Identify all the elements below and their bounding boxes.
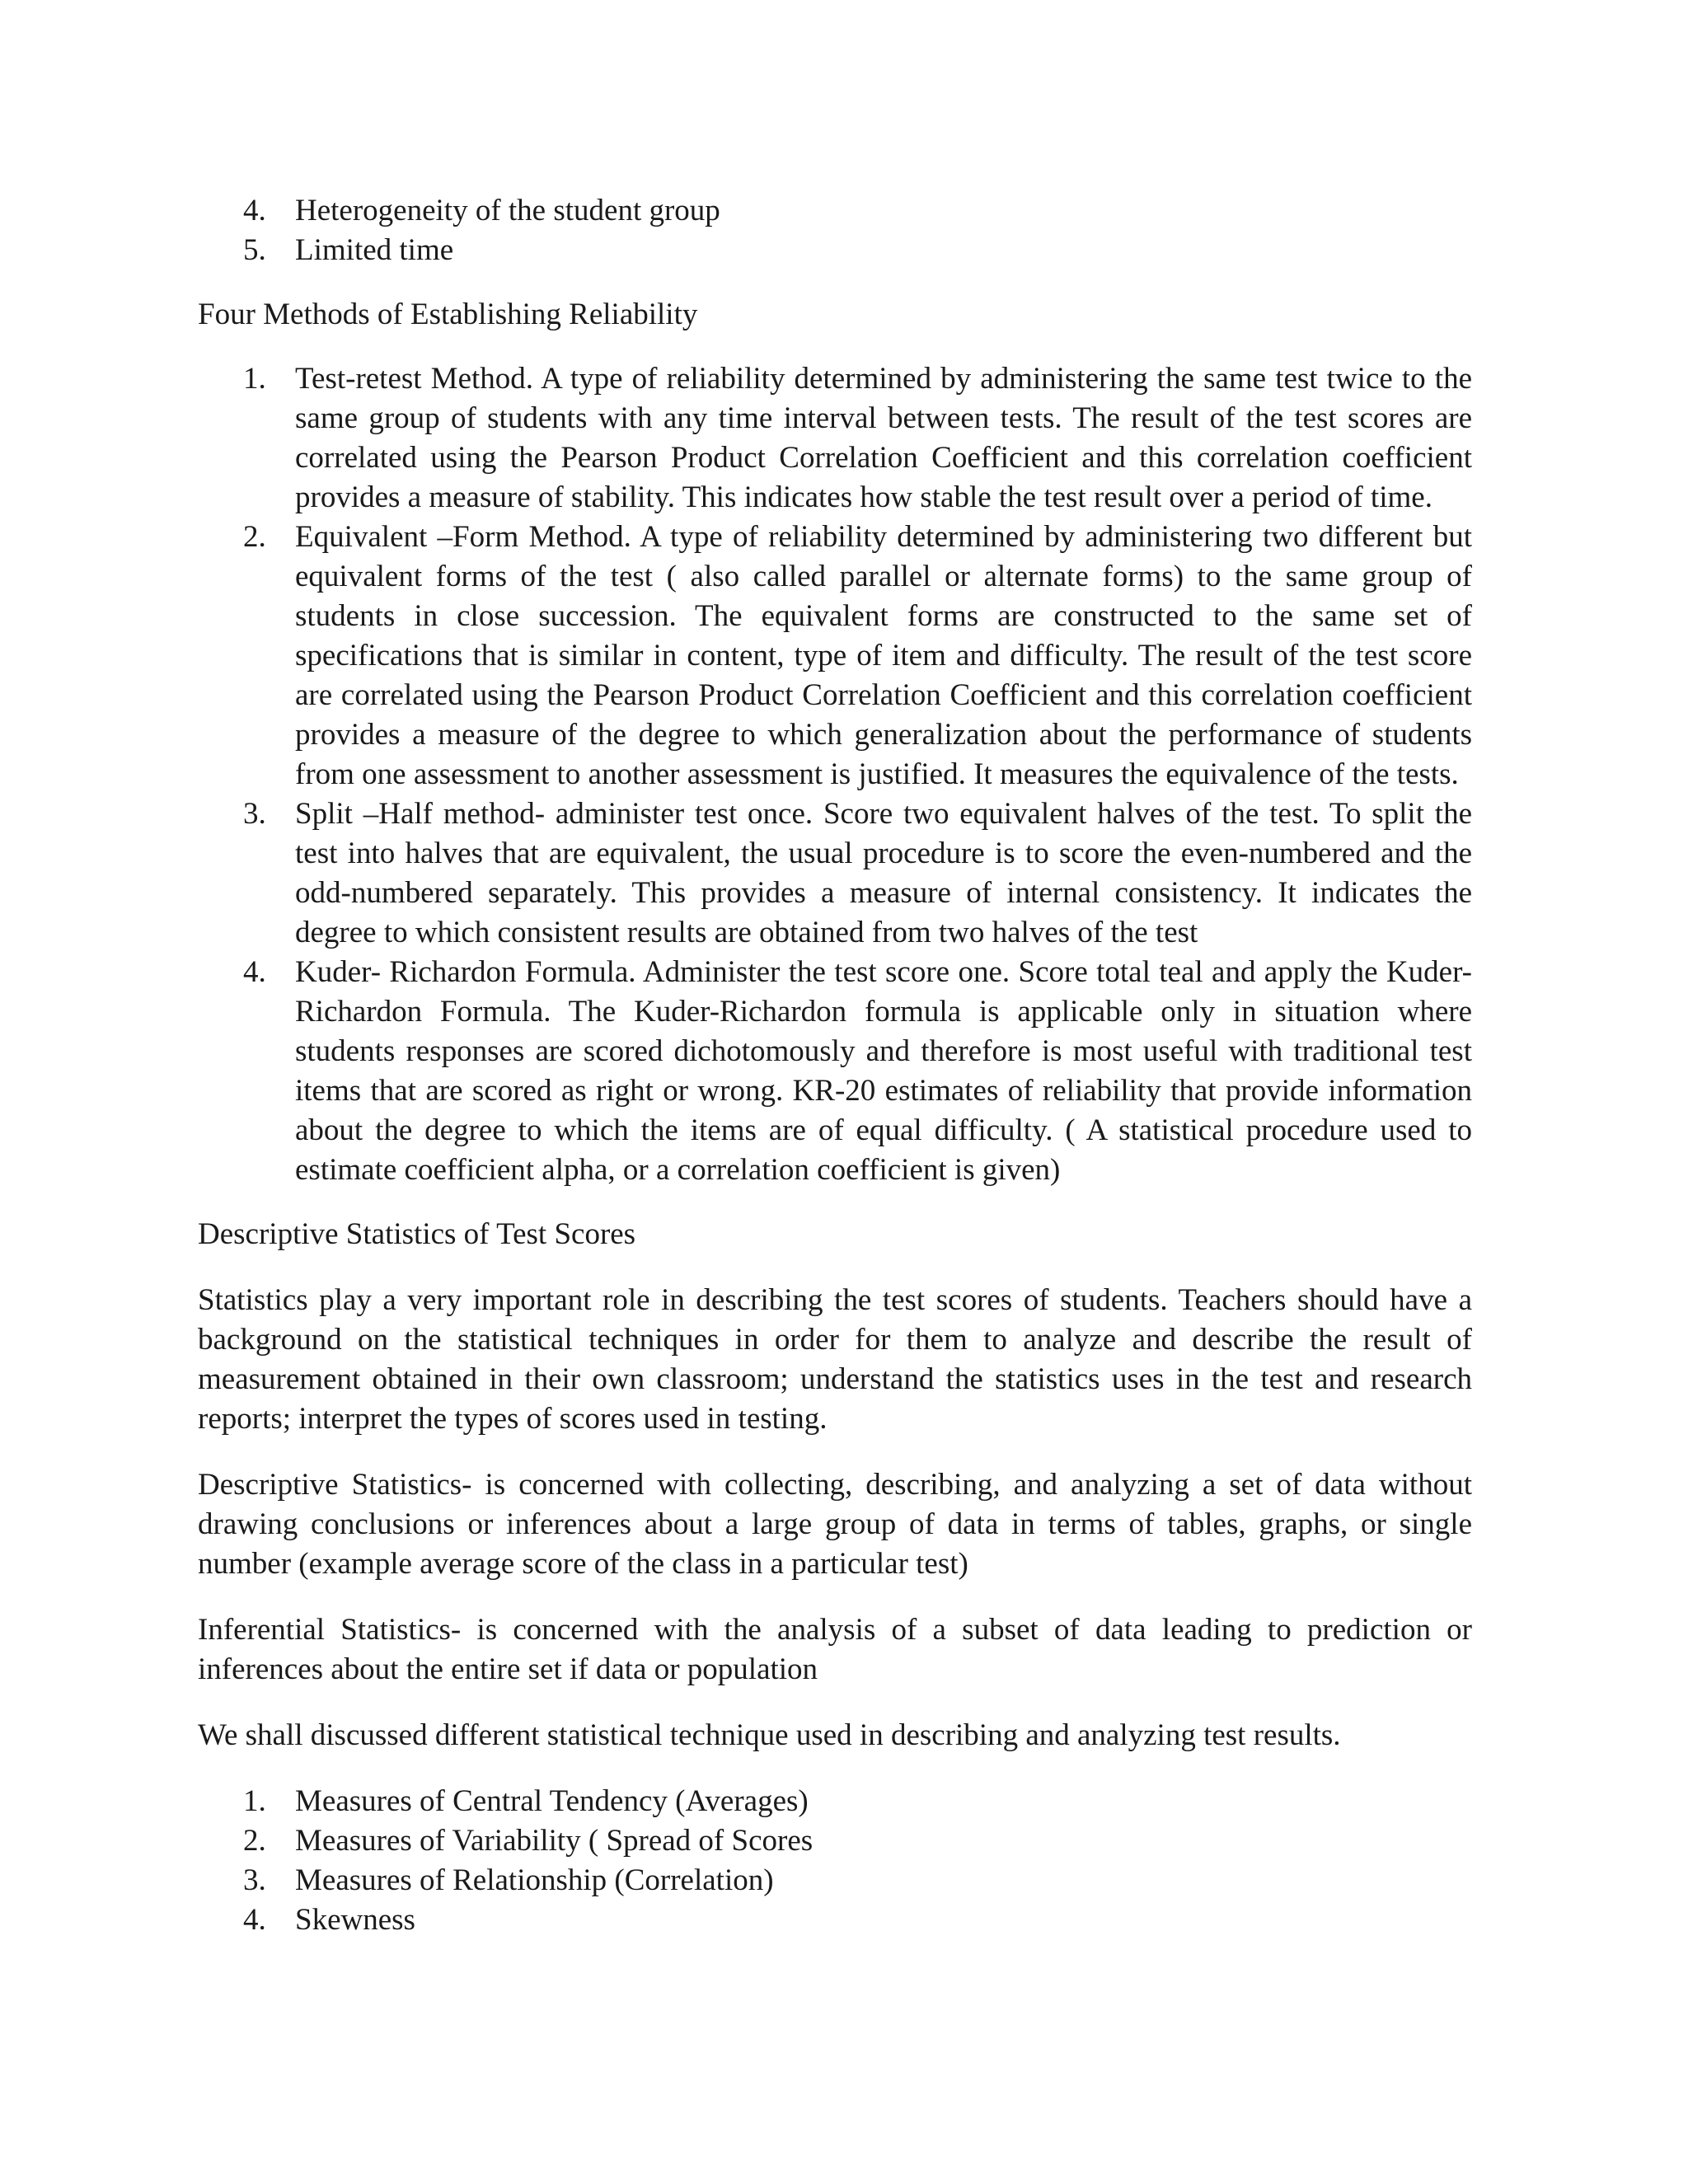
list-item xyxy=(198,359,1472,518)
factors-list xyxy=(198,191,1472,270)
list-item-text: Measures of Relationship (Correlation) xyxy=(295,1863,774,1897)
list-item-text: Measures of Variability ( Spread of Scores xyxy=(295,1824,814,1858)
list-item xyxy=(198,1782,1472,1821)
list-number: 4. xyxy=(243,194,266,227)
list-item-text: Measures of Central Tendency (Averages) xyxy=(295,1784,809,1818)
paragraph: Descriptive Statistics- is concerned with collecting, describing, and analyzing a set of data without drawing conclusions or inferences about a large group of data in terms of tables, graphs, or single number (example average score of the class in a particular test) xyxy=(198,1468,1472,1581)
paragraph: Statistics play a very important role in describing the test scores of students. Teachers should have a background on the statistical techniques in order for them to analyze and describe the result of measurement obtained in their own classroom; understand the statistics uses in the test and research reports; interpret the types of scores used in testing. xyxy=(198,1283,1472,1436)
page-content xyxy=(198,191,1472,1940)
list-item xyxy=(198,794,1472,953)
list-item xyxy=(198,1861,1472,1900)
list-item-text: Limited time xyxy=(295,233,454,267)
list-number: 4. xyxy=(243,955,266,989)
paragraph: Inferential Statistics- is concerned with the analysis of a subset of data leading to prediction or inferences about the entire set if data or population xyxy=(198,1613,1472,1686)
list-item-text: Equivalent –Form Method. A type of reliability determined by administering two different but equivalent forms of the test ( also called parallel or alternate forms) to the same group of students in close succession. The equivalent forms are constructed to the same set of specifications that is similar in content, type of item and difficulty. The result of the test score are correlated using the Pearson Product Correlation Coefficient and this correlation coefficient provides a measure of the degree to which generalization about the performance of students from one assessment to another assessment is justified. It measures the equivalence of the tests. xyxy=(295,520,1472,791)
list-item xyxy=(198,1900,1472,1940)
list-item xyxy=(198,191,1472,231)
list-number: 3. xyxy=(243,797,266,831)
list-number: 2. xyxy=(243,1824,266,1858)
list-number: 1. xyxy=(243,1784,266,1818)
list-number: 3. xyxy=(243,1863,266,1897)
list-item xyxy=(198,518,1472,794)
list-item xyxy=(198,231,1472,270)
list-item-text: Split –Half method- administer test once. Score two equivalent halves of the test. To split the test into halves that are equivalent, the usual procedure is to score the even-numbered and the odd-numbered separately. This provides a measure of internal consistency. It indicates the degree to which consistent results are obtained from two halves of the test xyxy=(295,797,1472,949)
list-item xyxy=(198,953,1472,1190)
list-number: 2. xyxy=(243,520,266,554)
list-number: 1. xyxy=(243,362,266,396)
list-item xyxy=(198,1821,1472,1861)
list-number: 4. xyxy=(243,1903,266,1937)
paragraph: We shall discussed different statistical technique used in describing and analyzing test results. xyxy=(198,1718,1341,1752)
list-number: 5. xyxy=(243,233,266,267)
methods-list xyxy=(198,359,1472,1190)
list-item-text: Heterogeneity of the student group xyxy=(295,194,720,227)
list-item-text: Skewness xyxy=(295,1903,415,1937)
methods-heading: Four Methods of Establishing Reliability xyxy=(198,298,698,331)
list-item-text: Kuder- Richardon Formula. Administer the test score one. Score total teal and apply the Kuder-Richardon Formula. The Kuder-Richardon formula is applicable only in situation where students responses are scored dichotomously and therefore is most useful with traditional test items that are scored as right or wrong. KR-20 estimates of reliability that provide information about the degree to which the items are of equal difficulty. ( A statistical procedure used to estimate coefficient alpha, or a correlation coefficient is given) xyxy=(295,955,1472,1187)
techniques-list xyxy=(198,1782,1472,1940)
list-item-text: Test-retest Method. A type of reliability determined by administering the same test twice to the same group of students with any time interval between tests. The result of the test scores are correlated using the Pearson Product Correlation Coefficient and this correlation coefficient provides a measure of stability. This indicates how stable the test result over a period of time. xyxy=(295,362,1472,514)
descriptive-heading: Descriptive Statistics of Test Scores xyxy=(198,1217,636,1251)
